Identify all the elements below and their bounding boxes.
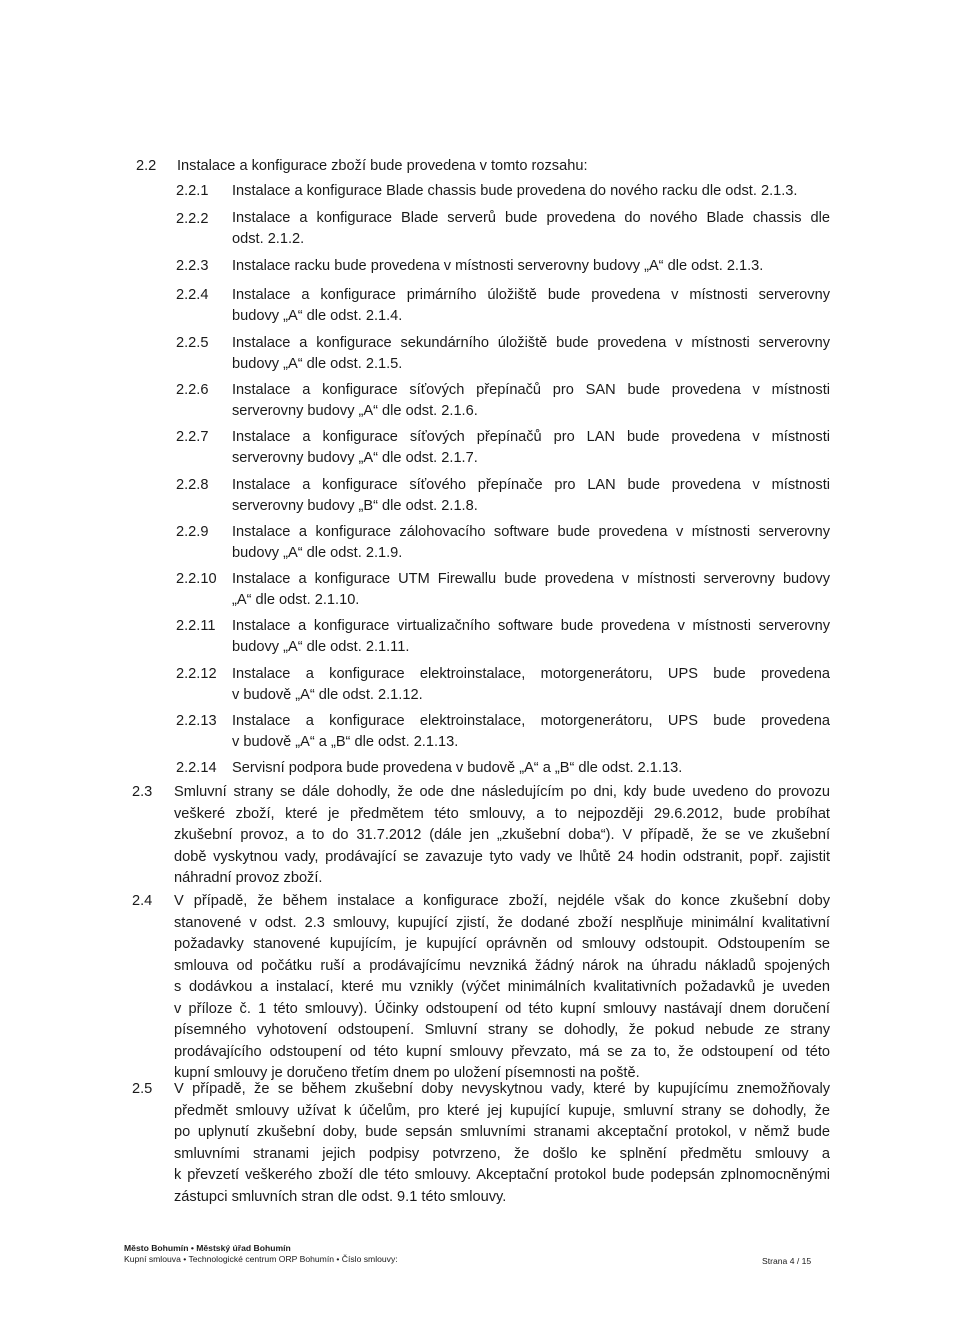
section-paragraph bbox=[174, 891, 830, 1085]
subsection-number: 2.2.6 bbox=[176, 382, 209, 398]
section-number: 2.5 bbox=[132, 1081, 153, 1097]
text-line: Instalace a konfigurace síťového přepínače pro LAN bude provedena v místnosti bbox=[232, 477, 830, 493]
subsection-text: Instalace a konfigurace Blade chassis bude provedena do nového racku dle odst. 2.1.3. bbox=[232, 183, 798, 199]
page-number: Strana 4 / 15 bbox=[762, 1256, 812, 1266]
subsection-text bbox=[232, 664, 830, 705]
text-line: v budově „A“ a „B“ dle odst. 2.1.13. bbox=[232, 733, 459, 750]
text-line: k převzetí veškerého zboží dle této smlouvy. Akceptační protokol bude podepsán zplnomocněnými bbox=[174, 1167, 830, 1183]
text-line: kupní smlouvy je doručeno třetím dnem po uložení písemnosti na poště. bbox=[174, 1065, 640, 1081]
text-line: Instalace a konfigurace primárního úložiště bude provedena v místnosti serverovny bbox=[232, 287, 830, 303]
text-line: Instalace a konfigurace sekundárního úložiště bude provedena v místnosti serverovny bbox=[232, 335, 830, 351]
subsection-number: 2.2.12 bbox=[176, 666, 217, 682]
section-text: Instalace a konfigurace zboží bude provedena v tomto rozsahu: bbox=[177, 158, 588, 174]
text-line: V případě, že během instalace a konfigurace zboží, nejdéle však do konce zkušební doby bbox=[174, 893, 830, 909]
text-line: předmět smlouvy užívat k účelům, pro které jej kupující kupuje, smluvní strany se dohodly, že bbox=[174, 1102, 830, 1119]
text-line: smluvními stranami jejich podpisy potvrzeno, že došlo ke splnění předmětu smlouvy a bbox=[174, 1145, 830, 1162]
text-line: Instalace a konfigurace elektroinstalace, motorgenerátoru, UPS bude provedena bbox=[232, 666, 830, 682]
text-line: veškeré zboží, které je předmětem této smlouvy, a to nejpozději 29.6.2012, bude probíhat bbox=[174, 805, 830, 822]
text-line: serverovny budovy „B“ dle odst. 2.1.8. bbox=[232, 497, 478, 514]
text-line: Instalace a konfigurace UTM Firewallu bude provedena v místnosti serverovny budovy bbox=[232, 571, 830, 587]
subsection-text bbox=[232, 380, 830, 421]
subsection-number: 2.2.13 bbox=[176, 713, 217, 729]
section-number: 2.2 bbox=[136, 158, 157, 174]
text-line: v budově „A“ dle odst. 2.1.12. bbox=[232, 686, 423, 703]
text-line: budovy „A“ dle odst. 2.1.5. bbox=[232, 355, 403, 372]
text-line: serverovny budovy „A“ dle odst. 2.1.6. bbox=[232, 402, 478, 419]
text-line: Instalace a konfigurace zálohovacího software bude provedena v místnosti serverovny bbox=[232, 524, 830, 540]
text-line: náhradní provoz zboží. bbox=[174, 870, 323, 886]
subsection-number: 2.2.1 bbox=[176, 183, 209, 199]
text-line: zkušební provoz, a to do 31.7.2012 (dále jen „zkušební doba“). V případě, že se ve zkušební bbox=[174, 827, 830, 843]
subsection-number: 2.2.9 bbox=[176, 524, 209, 540]
text-line: Instalace a konfigurace virtualizačního software bude provedena v místnosti serverovny bbox=[232, 618, 830, 634]
text-line: budovy „A“ dle odst. 2.1.9. bbox=[232, 544, 403, 561]
section-number: 2.3 bbox=[132, 784, 153, 800]
text-line: Instalace a konfigurace elektroinstalace, motorgenerátoru, UPS bude provedena bbox=[232, 713, 830, 729]
page-footer bbox=[124, 1243, 398, 1265]
subsection-number: 2.2.11 bbox=[176, 618, 216, 634]
text-line: V případě, že se během zkušební doby nevyskytnou vady, které by kupujícímu znemožňovaly bbox=[174, 1081, 830, 1097]
subsection-number: 2.2.8 bbox=[176, 477, 209, 493]
text-line: zástupci smluvních stran dle odst. 9.1 této smlouvy. bbox=[174, 1188, 507, 1205]
text-line: smlouva od počátku ruší a prodávajícímu nevzniká žádný nárok na úhradu nákladů spojených bbox=[174, 957, 830, 974]
text-line: budovy „A“ dle odst. 2.1.11. bbox=[232, 638, 410, 655]
subsection-number: 2.2.4 bbox=[176, 287, 209, 303]
subsection-number: 2.2.10 bbox=[176, 571, 217, 587]
text-line: požadavky stanovené kupujícím, je kupující oprávněn od smlouvy odstoupit. Odstoupením se bbox=[174, 936, 830, 952]
text-line: prodávajícího odstoupení od této kupní smlouvy převzato, má se za to, že odstoupení od této bbox=[174, 1043, 830, 1060]
text-line: odst. 2.1.2. bbox=[232, 230, 305, 247]
subsection-text bbox=[232, 522, 830, 563]
subsection-text bbox=[232, 208, 830, 249]
subsection-number: 2.2.2 bbox=[176, 211, 209, 227]
subsection-text bbox=[232, 711, 830, 752]
subsection-number: 2.2.7 bbox=[176, 429, 209, 445]
text-line: v příloze č. 1 této smlouvy). Účinky odstoupení od této kupní smlouvy nastávají dnem doručení bbox=[174, 1000, 830, 1017]
footer-organization: Město Bohumín • Městský úřad Bohumín bbox=[124, 1243, 291, 1253]
text-line: Instalace a konfigurace síťových přepínačů pro SAN bude provedena v místnosti bbox=[232, 382, 830, 398]
text-line: době vyskytnou vady, prodávající se zavazuje tyto vady ve lhůtě 24 hodin odstranit, popř. zajistit bbox=[174, 848, 830, 865]
subsection-number: 2.2.5 bbox=[176, 335, 209, 351]
text-line: serverovny budovy „A“ dle odst. 2.1.7. bbox=[232, 449, 478, 466]
text-line: Instalace a konfigurace síťových přepínačů pro LAN bude provedena v místnosti bbox=[232, 429, 830, 445]
text-line: písemného vyhotovení odstoupení. Smluvní strany se dohodly, že pokud nebude ze strany bbox=[174, 1022, 830, 1038]
subsection-text bbox=[232, 427, 830, 468]
text-line: „A“ dle odst. 2.1.10. bbox=[232, 591, 360, 608]
subsection-number: 2.2.3 bbox=[176, 258, 209, 274]
footer-document-info: Kupní smlouva • Technologické centrum ORP Bohumín • Číslo smlouvy: bbox=[124, 1254, 398, 1264]
subsection-text bbox=[232, 333, 830, 374]
section-paragraph bbox=[174, 1079, 830, 1208]
subsection-text bbox=[232, 616, 830, 657]
text-line: Instalace a konfigurace Blade serverů bude provedena do nového Blade chassis dle bbox=[232, 210, 830, 226]
subsection-number: 2.2.14 bbox=[176, 760, 217, 776]
text-line: stanovené v odst. 2.3 smlouvy, kupující zjistí, že dodané zboží nesplňuje minimální kvalitativní bbox=[174, 914, 830, 931]
text-line: po uplynutí zkušební doby, bude sepsán smluvními stranami akceptační protokol, v němž bude bbox=[174, 1124, 830, 1140]
subsection-text bbox=[232, 285, 830, 326]
subsection-text bbox=[232, 569, 830, 610]
text-line: Smluvní strany se dále dohodly, že ode dne následujícím po dni, kdy bude uvedeno do provozu bbox=[174, 784, 830, 800]
subsection-text bbox=[232, 475, 830, 516]
subsection-text: Servisní podpora bude provedena v budově „A“ a „B“ dle odst. 2.1.13. bbox=[232, 760, 683, 776]
subsection-text: Instalace racku bude provedena v místnosti serverovny budovy „A“ dle odst. 2.1.3. bbox=[232, 258, 764, 274]
section-number: 2.4 bbox=[132, 893, 153, 909]
text-line: budovy „A“ dle odst. 2.1.4. bbox=[232, 307, 403, 324]
text-line: s dodávkou a instalací, které mu vznikly (výčet minimálních kvalitativních požadavků je uveden bbox=[174, 979, 830, 995]
section-paragraph bbox=[174, 782, 830, 890]
